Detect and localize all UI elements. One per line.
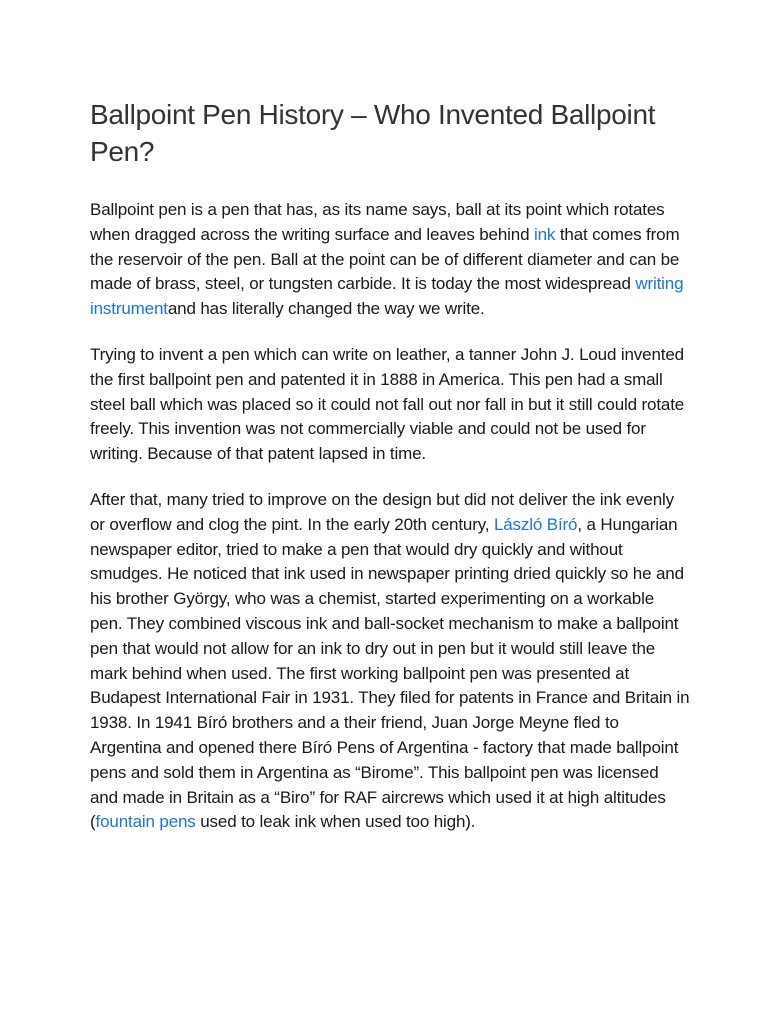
paragraph-3: [90, 488, 690, 835]
paragraph-3-text-b: , a Hungarian newspaper editor, tried to make a pen that would dry quickly and without smudges. He noticed that ink used in newspaper printing dried quickly so he and his brother György, who was a chemist, started experimenting on a workable pen. They combined viscous ink and ball-socket mechanism to make a ballpoint pen that would not allow for an ink to dry out in pen but it would still leave the mark behind when used. The first working ballpoint pen was presented at Budapest International Fair in 1931. They filed for patents in France and Britain in 1938. In 1941 Bíró brothers and a their friend, Juan Jorge Meyne fled to Argentina and opened there Bíró Pens of Argentina - factory that made ballpoint pens and sold them in Argentina as “Birome”. This ballpoint pen was licensed and made in Britain as a “Biro” for RAF aircrews which used it at high altitudes (: [90, 514, 690, 832]
paragraph-1: [90, 198, 690, 322]
fountain-pens-link[interactable]: fountain pens: [95, 812, 196, 832]
writing-instrument-link[interactable]: writing instrument: [90, 274, 684, 319]
ink-link[interactable]: ink: [533, 224, 556, 244]
article-title: Ballpoint Pen History – Who Invented Ballpoint Pen?: [90, 99, 656, 167]
paragraph-1-text-c: and has literally changed the way we write.: [167, 299, 485, 319]
paragraph-1-text-a: Ballpoint pen is a pen that has, as its name says, ball at its point which rotates when dragged across the writing surface and leaves behind: [90, 200, 665, 244]
paragraph-3-text-a: After that, many tried to improve on the design but did not deliver the ink evenly or overflow and clog the pint. In the early 20th century,: [90, 489, 674, 534]
document-page: [90, 96, 690, 856]
laszlo-biro-link[interactable]: László Bíró: [493, 514, 578, 534]
paragraph-3-text-c: used to leak ink when used too high).: [195, 812, 476, 832]
paragraph-2: Trying to invent a pen which can write on leather, a tanner John J. Loud invented the first ballpoint pen and patented it in 1888 in America. This pen had a small steel ball which was placed so it could not fall out nor fall in but it still could rotate freely. This invention was not commercially viable and could not be used for writing. Because of that patent lapsed in time.: [90, 344, 685, 464]
paragraph-1-text-b: that comes from the reservoir of the pen. Ball at the point can be of different diameter and can be made of brass, steel, or tungsten carbide. It is today the most widespread: [90, 224, 680, 294]
